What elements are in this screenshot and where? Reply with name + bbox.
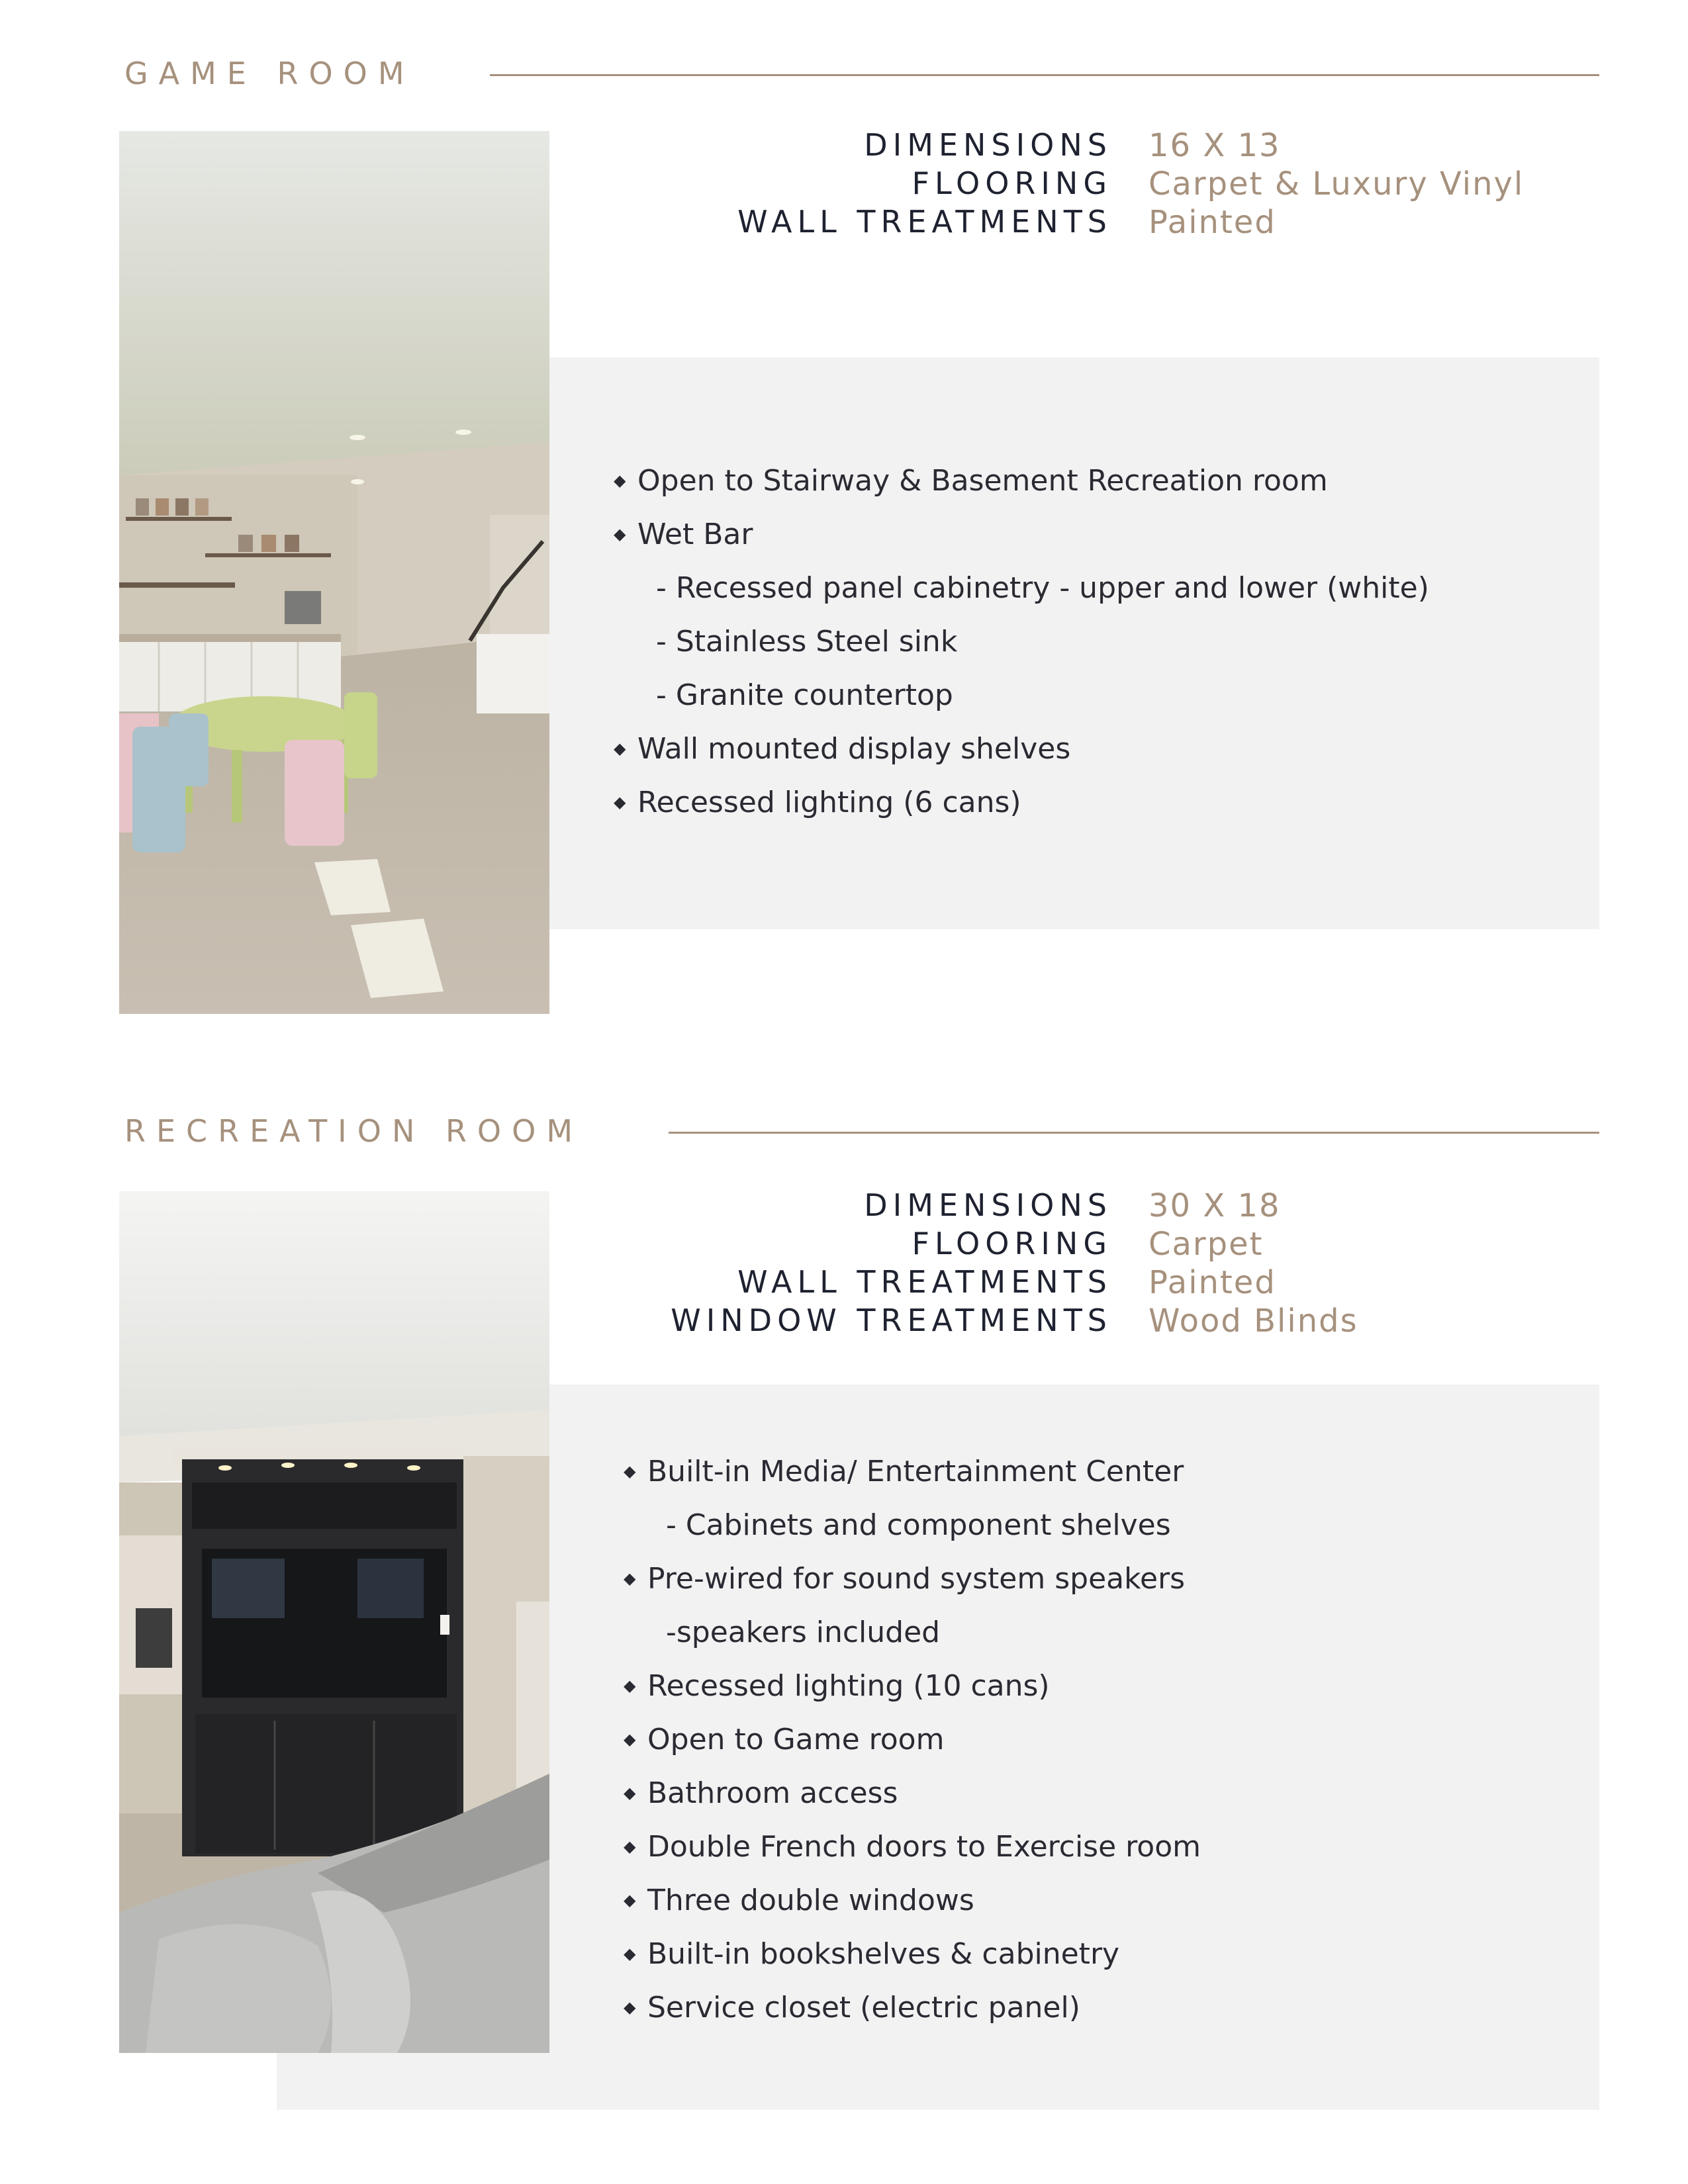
spec-label-wall-treatments: WALL TREATMENTS xyxy=(737,204,1112,240)
feature-item xyxy=(614,722,1429,776)
spec-row xyxy=(0,1302,1688,1342)
feature-text: Recessed lighting (6 cans) xyxy=(637,786,1021,819)
spec-row xyxy=(0,204,1688,244)
section-divider xyxy=(669,1132,1599,1134)
feature-text: Bathroom access xyxy=(647,1776,898,1810)
bullet-icon: ◆ xyxy=(614,471,626,490)
spec-value-dimensions: 16 X 13 xyxy=(1149,127,1281,164)
feature-text: - Cabinets and component shelves xyxy=(666,1508,1171,1542)
feature-subitem xyxy=(637,615,1429,668)
spec-label-wall-treatments: WALL TREATMENTS xyxy=(737,1264,1112,1300)
feature-text: Open to Game room xyxy=(647,1723,945,1756)
feature-text: Wall mounted display shelves xyxy=(637,732,1071,766)
feature-text: - Granite countertop xyxy=(656,678,953,712)
bullet-icon: ◆ xyxy=(624,1676,636,1695)
bullet-icon: ◆ xyxy=(624,1998,636,2017)
bullet-icon: ◆ xyxy=(624,1462,636,1480)
bullet-icon: ◆ xyxy=(624,1891,636,1909)
game-room-photo xyxy=(119,131,549,1014)
bullet-icon: ◆ xyxy=(624,1837,636,1856)
feature-text: Double French doors to Exercise room xyxy=(647,1830,1201,1864)
spec-label-window-treatments: WINDOW TREATMENTS xyxy=(671,1302,1112,1338)
feature-subitem xyxy=(647,1498,1201,1552)
features-panel-footer xyxy=(277,2052,1599,2110)
feature-text: Built-in Media/ Entertainment Center xyxy=(647,1455,1184,1488)
bullet-icon: ◆ xyxy=(614,525,626,543)
spec-value-window-treatments: Wood Blinds xyxy=(1149,1302,1358,1340)
spec-row xyxy=(0,165,1688,205)
spec-row xyxy=(0,127,1688,167)
feature-subitem xyxy=(637,668,1429,722)
feature-item xyxy=(624,1820,1201,1874)
spec-value-wall-treatments: Painted xyxy=(1149,204,1276,241)
feature-subitem xyxy=(637,561,1429,615)
feature-list xyxy=(614,454,1429,829)
spec-value-flooring: Carpet xyxy=(1149,1226,1264,1263)
feature-item xyxy=(624,1874,1201,1927)
bullet-icon: ◆ xyxy=(624,1569,636,1588)
feature-text: Recessed lighting (10 cans) xyxy=(647,1669,1050,1703)
bullet-icon: ◆ xyxy=(624,1784,636,1802)
feature-text: Service closet (electric panel) xyxy=(647,1991,1080,2025)
spec-value-dimensions: 30 X 18 xyxy=(1149,1187,1281,1224)
feature-text: Pre-wired for sound system speakers xyxy=(647,1562,1186,1596)
spec-label-dimensions: DIMENSIONS xyxy=(864,127,1112,163)
feature-item xyxy=(614,454,1429,508)
feature-text: - Recessed panel cabinetry - upper and lower (white) xyxy=(656,571,1429,605)
spec-label-flooring: FLOORING xyxy=(912,165,1112,201)
bullet-icon: ◆ xyxy=(614,739,626,758)
spec-label-flooring: FLOORING xyxy=(912,1226,1112,1261)
section-divider xyxy=(490,74,1599,76)
feature-item xyxy=(624,1713,1201,1766)
section-title-game-room: GAME ROOM xyxy=(124,56,415,91)
spec-row xyxy=(0,1187,1688,1227)
spec-label-dimensions: DIMENSIONS xyxy=(864,1187,1112,1223)
bullet-icon: ◆ xyxy=(624,1944,636,1963)
spec-row xyxy=(0,1264,1688,1304)
bullet-icon: ◆ xyxy=(614,793,626,811)
section-title-recreation-room: RECREATION ROOM xyxy=(124,1113,584,1149)
feature-item xyxy=(624,1659,1201,1713)
feature-text: -speakers included xyxy=(666,1615,941,1649)
spec-value-wall-treatments: Painted xyxy=(1149,1264,1276,1301)
bullet-icon: ◆ xyxy=(624,1730,636,1749)
feature-item xyxy=(614,776,1429,829)
feature-text: Built-in bookshelves & cabinetry xyxy=(647,1937,1120,1971)
spec-value-flooring: Carpet & Luxury Vinyl xyxy=(1149,165,1524,203)
feature-item xyxy=(624,1981,1201,2034)
feature-text: Wet Bar xyxy=(637,518,753,551)
feature-item xyxy=(614,508,1429,561)
feature-item xyxy=(624,1927,1201,1981)
spec-row xyxy=(0,1226,1688,1265)
feature-item xyxy=(624,1766,1201,1820)
feature-item xyxy=(624,1445,1201,1498)
feature-list xyxy=(624,1445,1201,2034)
feature-text: Open to Stairway & Basement Recreation room xyxy=(637,464,1328,498)
feature-subitem xyxy=(647,1606,1201,1659)
feature-text: - Stainless Steel sink xyxy=(656,625,958,659)
feature-text: Three double windows xyxy=(647,1884,974,1917)
feature-item xyxy=(624,1552,1201,1606)
